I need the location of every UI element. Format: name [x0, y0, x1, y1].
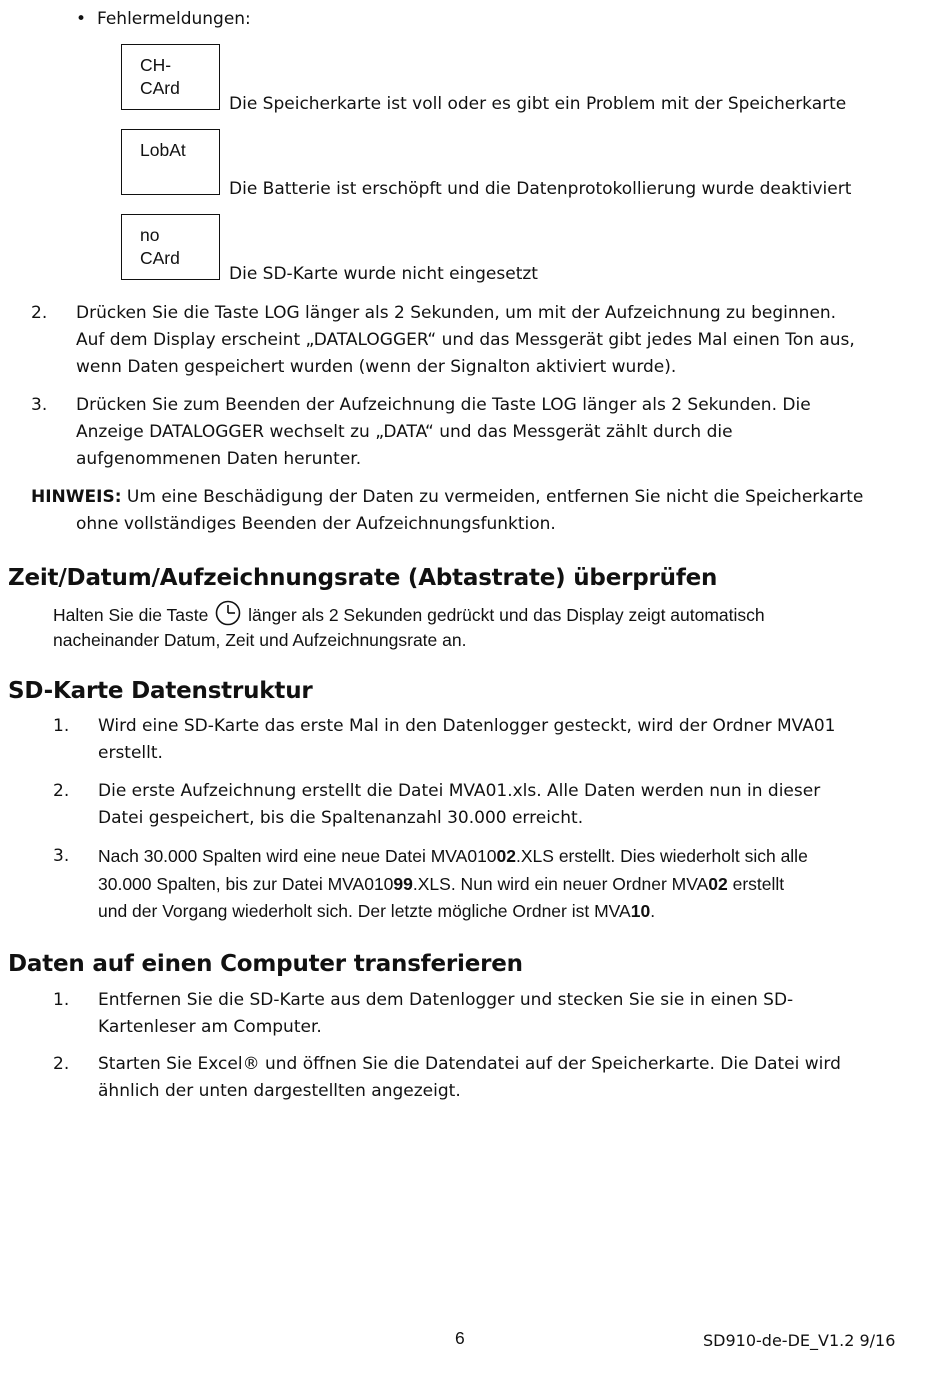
list-line: Kartenleser am Computer.: [98, 1017, 322, 1037]
note-text: Um eine Beschädigung der Daten zu vermeiden, entfernen Sie nicht die Speicherkarte: [121, 487, 864, 507]
error-box-nocard: [121, 214, 222, 281]
error-box-lobat: [121, 129, 222, 196]
step-line: Auf dem Display erscheint „DATALOGGER“ und das Messgerät gibt jedes Mal einen Ton aus,: [76, 330, 855, 350]
list-number: 1.: [53, 990, 70, 1010]
display-text: no CArd: [140, 225, 180, 268]
note-line: ohne vollständiges Beenden der Aufzeichnungsfunktion.: [76, 514, 556, 534]
list-line: ähnlich der unten dargestellten angezeigt.: [98, 1081, 461, 1101]
display-text: CH- CArd: [140, 55, 180, 98]
list-line: erstellt.: [98, 743, 163, 763]
list-line: Entfernen Sie die SD-Karte aus dem Datenlogger und stecken Sie sie in einen SD-: [98, 990, 794, 1010]
list-number: 3.: [53, 846, 70, 866]
step-line: Drücken Sie zum Beenden der Aufzeichnung die Taste LOG länger als 2 Sekunden. Die: [76, 395, 811, 415]
time-line-end: länger als 2 Sekunden gedrückt und das Display zeigt automatisch: [248, 605, 765, 625]
list-number: 2.: [53, 1054, 70, 1074]
list-line: und der Vorgang wiederholt sich. Der letzte mögliche Ordner ist MVA10.: [98, 901, 656, 921]
error-description: Die SD-Karte wurde nicht eingesetzt: [229, 264, 538, 284]
error-messages-label: Fehlermeldungen:: [97, 9, 251, 29]
step-line: Drücken Sie die Taste LOG länger als 2 Sekunden, um mit der Aufzeichnung zu beginnen.: [76, 303, 837, 323]
document-id: SD910-de-DE_V1.2 9/16: [703, 1331, 896, 1350]
step-line: Anzeige DATALOGGER wechselt zu „DATA“ und das Messgerät zählt durch die: [76, 422, 733, 442]
error-description: Die Speicherkarte ist voll oder es gibt ein Problem mit der Speicherkarte: [229, 94, 847, 114]
step-line: aufgenommenen Daten herunter.: [76, 449, 362, 469]
list-line: Die erste Aufzeichnung erstellt die Datei MVA01.xls. Alle Daten werden nun in dieser: [98, 781, 821, 801]
error-description: Die Batterie ist erschöpft und die Datenprotokollierung wurde deaktiviert: [229, 179, 852, 199]
error-box-chcard: [121, 44, 222, 111]
list-line: Datei gespeichert, bis die Spaltenanzahl 30.000 erreicht.: [98, 808, 584, 828]
step-line: wenn Daten gespeichert wurden (wenn der Signalton aktiviert wurde).: [76, 357, 677, 377]
bullet-symbol: •: [76, 9, 87, 29]
step-number: 3.: [31, 395, 48, 415]
list-line: Wird eine SD-Karte das erste Mal in den Datenlogger gesteckt, wird der Ordner MVA01: [98, 716, 836, 736]
step-number: 2.: [31, 303, 48, 323]
section-heading-time: Zeit/Datum/Aufzeichnungsrate (Abtastrate) überprüfen: [8, 565, 718, 591]
list-line: Starten Sie Excel® und öffnen Sie die Datendatei auf der Speicherkarte. Die Datei wird: [98, 1054, 841, 1074]
note-line: [31, 484, 863, 511]
time-line-start: Halten Sie die Taste: [53, 605, 209, 625]
list-line: 30.000 Spalten, bis zur Datei MVA01099.XLS. Nun wird ein neuer Ordner MVA02 erstellt: [98, 874, 785, 894]
note-label: HINWEIS:: [31, 487, 122, 507]
list-number: 2.: [53, 781, 70, 801]
section-heading-sd: SD-Karte Datenstruktur: [8, 678, 313, 704]
section-heading-transfer: Daten auf einen Computer transferieren: [8, 951, 523, 977]
page-number: 6: [455, 1328, 465, 1348]
list-line: Nach 30.000 Spalten wird eine neue Datei MVA01002.XLS erstellt. Dies wiederholt sich alle: [98, 846, 808, 866]
display-text: LobAt: [140, 140, 186, 160]
time-line: nacheinander Datum, Zeit und Aufzeichnungsrate an.: [53, 630, 467, 650]
list-number: 1.: [53, 716, 70, 736]
